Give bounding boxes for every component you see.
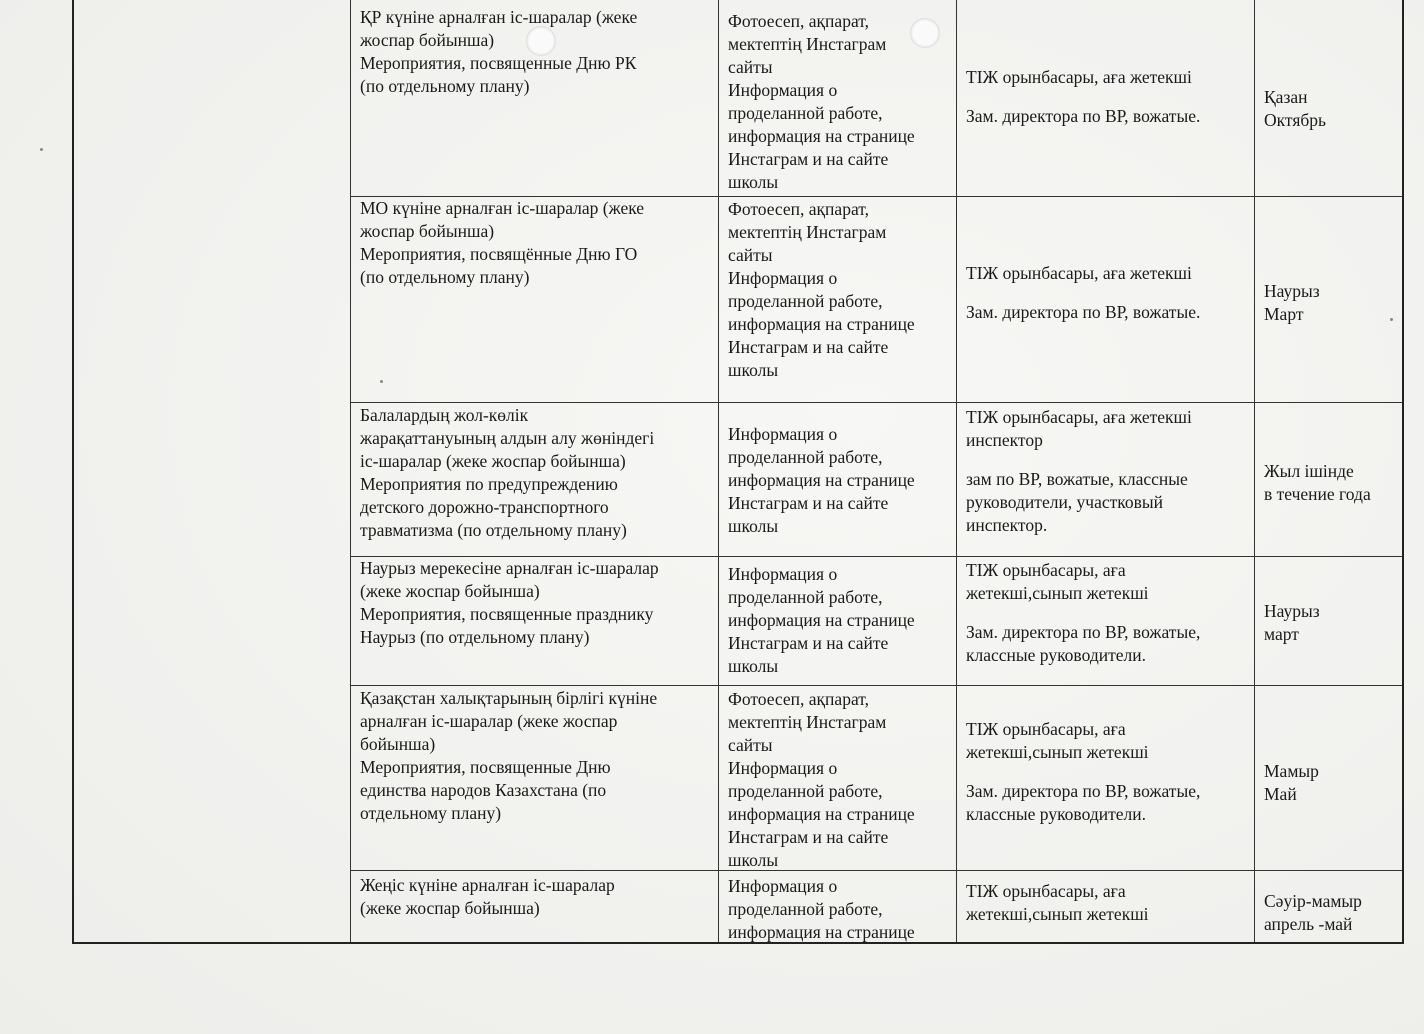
cell-line: Информация о	[728, 564, 838, 584]
date-cell	[1264, 760, 1319, 806]
date-cell	[1264, 280, 1320, 326]
events-table	[72, 0, 1404, 944]
cell-line: бойынша)	[360, 734, 436, 754]
responsible-ru-line: Зам. директора по ВР, вожатые.	[966, 106, 1201, 126]
responsible-ru-line: руководители, участковый	[966, 492, 1164, 512]
cell-line: проделанной работе,	[728, 781, 883, 801]
event-cell	[360, 6, 637, 98]
cell-line: сайты	[728, 57, 773, 77]
responsible-ru-line: Зам. директора по ВР, вожатые,	[966, 622, 1201, 642]
column-divider	[956, 0, 957, 942]
responsible-cell	[966, 880, 1149, 926]
cell-line: МО күніне арналған іс-шаралар (жеке	[360, 198, 645, 218]
responsible-cell	[966, 559, 1200, 667]
date-cell	[1264, 890, 1362, 936]
cell-line: Мероприятия, посвященные Дню РК	[360, 53, 637, 73]
cell-line: сайты	[728, 735, 773, 755]
responsible-ru-line: инспектор.	[966, 515, 1048, 535]
responsible-kz-line: инспектор	[966, 430, 1043, 450]
cell-line: Инстаграм и на сайте	[728, 827, 889, 847]
cell-line: информация на странице	[728, 314, 915, 334]
cell-line: школы	[728, 516, 779, 536]
cell-line: Жыл ішінде	[1264, 461, 1354, 481]
cell-line: школы	[728, 172, 779, 192]
column-divider	[718, 0, 719, 942]
cell-line: Март	[1264, 304, 1304, 324]
cell-line: (жеке жоспар бойынша)	[360, 898, 540, 918]
cell-line: сайты	[728, 245, 773, 265]
cell-line: отдельному плану)	[360, 803, 502, 823]
cell-line: Наурыз	[1264, 281, 1320, 301]
cell-line: Информация о	[728, 876, 838, 896]
cell-line: жоспар бойынша)	[360, 221, 495, 241]
report-cell	[728, 423, 915, 538]
cell-line: информация на странице	[728, 610, 915, 630]
responsible-ru-line: Зам. директора по ВР, вожатые,	[966, 781, 1201, 801]
cell-line: Қазақстан халықтарының бірлігі күніне	[360, 688, 658, 708]
event-cell	[360, 557, 659, 649]
responsible-kz-line: жетекші,сынып жетекші	[966, 904, 1149, 924]
report-cell	[728, 198, 915, 382]
cell-line: ҚР күніне арналған іс-шаралар (жеке	[360, 7, 638, 27]
cell-line: Информация о	[728, 80, 838, 100]
column-divider	[1254, 0, 1255, 942]
cell-line: Май	[1264, 784, 1297, 804]
cell-line: Фотоесеп, ақпарат,	[728, 689, 869, 709]
cell-line: информация на странице	[728, 126, 915, 146]
cell-line: проделанной работе,	[728, 103, 883, 123]
table-grid	[72, 0, 1404, 944]
cell-line: Инстаграм и на сайте	[728, 633, 889, 653]
responsible-cell	[966, 406, 1192, 537]
cell-line: апрель -май	[1264, 914, 1353, 934]
report-cell	[728, 10, 915, 194]
cell-line: травматизма (по отдельному плану)	[360, 520, 627, 540]
event-cell	[360, 197, 644, 289]
event-cell	[360, 687, 657, 825]
cell-line: информация на странице	[728, 470, 915, 490]
row-divider	[350, 685, 1402, 686]
cell-line: Октябрь	[1264, 110, 1327, 130]
cell-line: детского дорожно-транспортного	[360, 497, 609, 517]
cell-line: мектептің Инстаграм	[728, 222, 887, 242]
cell-line: информация на странице	[728, 804, 915, 824]
cell-line: жарақаттануының алдын алу жөніндегі	[360, 428, 655, 448]
cell-line: Жеңіс күніне арналған іс-шаралар	[360, 875, 615, 895]
event-cell	[360, 404, 654, 542]
cell-line: (по отдельному плану)	[360, 76, 530, 96]
cell-line: арналған іс-шаралар (жеке жоспар	[360, 711, 618, 731]
responsible-kz-line: жетекші,сынып жетекші	[966, 583, 1149, 603]
responsible-cell	[966, 718, 1200, 826]
event-cell	[360, 874, 615, 920]
cell-line: (жеке жоспар бойынша)	[360, 581, 540, 601]
cell-line: Сәуір-мамыр	[1264, 891, 1362, 911]
cell-line: проделанной работе,	[728, 291, 883, 311]
cell-line: школы	[728, 850, 779, 870]
date-cell	[1264, 600, 1320, 646]
cell-line: информация на странице	[728, 922, 915, 942]
cell-line: Мероприятия, посвященные Дню	[360, 757, 611, 777]
cell-line: Наурыз	[1264, 601, 1320, 621]
report-cell	[728, 563, 915, 678]
responsible-kz-line: ТІЖ орынбасары, аға жетекші	[966, 407, 1192, 427]
report-cell	[728, 875, 915, 944]
responsible-ru-line: Зам. директора по ВР, вожатые.	[966, 302, 1201, 322]
responsible-kz-line: ТІЖ орынбасары, аға жетекші	[966, 67, 1192, 87]
cell-line: іс-шаралар (жеке жоспар бойынша)	[360, 451, 626, 471]
responsible-ru-line: зам по ВР, вожатые, классные	[966, 469, 1188, 489]
responsible-ru-line: классные руководители.	[966, 804, 1146, 824]
cell-line: Инстаграм и на сайте	[728, 337, 889, 357]
cell-line: мектептің Инстаграм	[728, 712, 887, 732]
cell-line: Информация о	[728, 758, 838, 778]
cell-line: Мамыр	[1264, 761, 1319, 781]
cell-line: Мероприятия, посвящённые Дню ГО	[360, 244, 638, 264]
cell-line: Информация о	[728, 424, 838, 444]
column-divider	[350, 0, 351, 942]
cell-line: Наурыз (по отдельному плану)	[360, 627, 590, 647]
cell-line: Мероприятия, посвященные празднику	[360, 604, 654, 624]
responsible-kz-line: жетекші,сынып жетекші	[966, 742, 1149, 762]
responsible-kz-line: ТІЖ орынбасары, аға	[966, 560, 1126, 580]
report-cell	[728, 688, 915, 872]
responsible-ru-line: классные руководители.	[966, 645, 1146, 665]
cell-line: Фотоесеп, ақпарат,	[728, 199, 869, 219]
date-cell	[1264, 460, 1371, 506]
cell-line: школы	[728, 656, 779, 676]
responsible-kz-line: ТІЖ орынбасары, аға	[966, 881, 1126, 901]
cell-line: Фотоесеп, ақпарат,	[728, 11, 869, 31]
cell-line: Балалардың жол-көлік	[360, 405, 529, 425]
cell-line: мектептің Инстаграм	[728, 34, 887, 54]
cell-line: единства народов Казахстана (по	[360, 780, 607, 800]
cell-line: Инстаграм и на сайте	[728, 493, 889, 513]
cell-line: школы	[728, 360, 779, 380]
cell-line: Инстаграм и на сайте	[728, 149, 889, 169]
cell-line: Қазан	[1264, 87, 1308, 107]
responsible-cell	[966, 262, 1200, 324]
cell-line: жоспар бойынша)	[360, 30, 495, 50]
cell-line: Наурыз мерекесіне арналған іс-шаралар	[360, 558, 659, 578]
cell-line: Мероприятия по предупреждению	[360, 474, 618, 494]
responsible-kz-line: ТІЖ орынбасары, аға	[966, 719, 1126, 739]
row-divider	[350, 402, 1402, 403]
cell-line: проделанной работе,	[728, 447, 883, 467]
cell-line: проделанной работе,	[728, 899, 883, 919]
cell-line: март	[1264, 624, 1299, 644]
cell-line: проделанной работе,	[728, 587, 883, 607]
responsible-cell	[966, 66, 1200, 128]
cell-line: Информация о	[728, 268, 838, 288]
scan-speck	[40, 148, 43, 151]
cell-line: (по отдельному плану)	[360, 267, 530, 287]
responsible-kz-line: ТІЖ орынбасары, аға жетекші	[966, 263, 1192, 283]
date-cell	[1264, 86, 1326, 132]
cell-line: в течение года	[1264, 484, 1371, 504]
